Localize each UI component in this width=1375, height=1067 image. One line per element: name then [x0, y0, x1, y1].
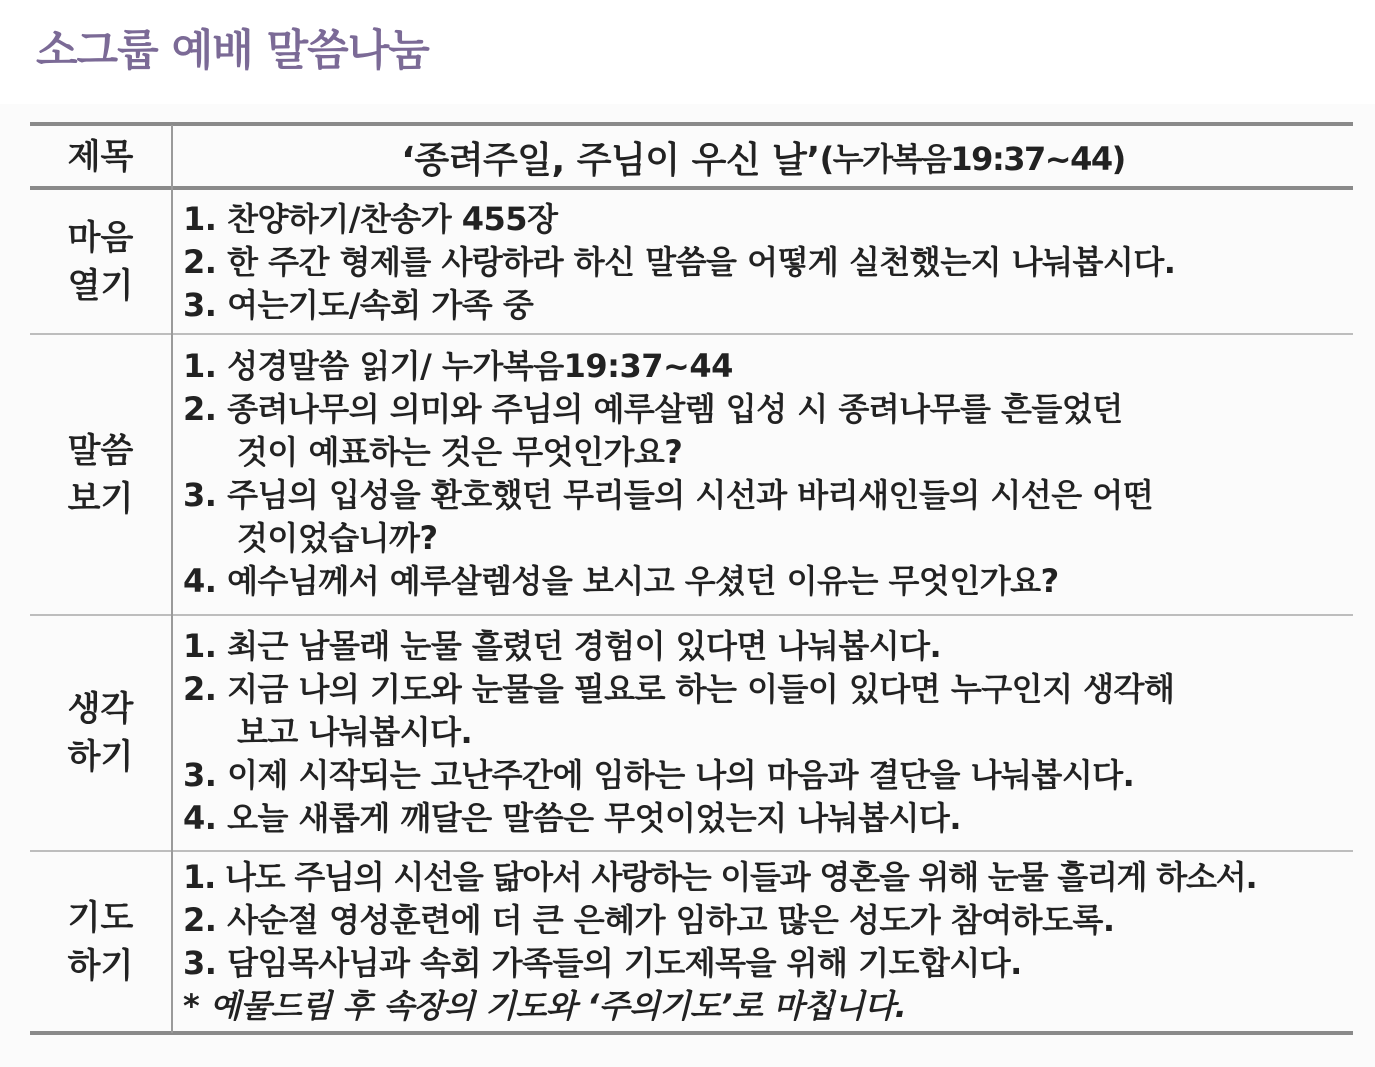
list-item: 2. 한 주간 형제를 사랑하라 하신 말씀을 어떻게 실천했는지 나눠봅시다. — [183, 243, 1176, 281]
list-item: 3. 담임목사님과 속회 가족들의 기도제목을 위해 기도합시다. — [183, 944, 1022, 982]
section-items-open-heart — [183, 198, 1175, 327]
list-item: 4. 오늘 새롭게 깨달은 말씀은 무엇이었는지 나눠봅시다. — [183, 799, 961, 837]
list-item: 2. 사순절 영성훈련에 더 큰 은혜가 임하고 많은 성도가 참여하도록. — [183, 901, 1115, 939]
list-item: 3. 여는기도/속회 가족 중 — [183, 286, 534, 324]
page-heading: 소그룹 예배 말씀나눔 — [36, 26, 429, 76]
list-item: 1. 나도 주님의 시선을 닮아서 사랑하는 이들과 영혼을 위해 눈물 흘리게 하소서. — [183, 858, 1257, 896]
sermon-scripture-reference: (누가복음19:37~44) — [819, 140, 1125, 178]
section-items-reflect — [183, 625, 1174, 840]
list-item: 1. 최근 남몰래 눈물 흘렸던 경험이 있다면 나눠봅시다. — [183, 627, 942, 665]
section-label-open-heart — [30, 190, 171, 333]
closing-note: * 예물드림 후 속장의 기도와 ‘주의기도’로 마칩니다. — [183, 987, 907, 1025]
section-label-pray — [30, 852, 171, 1031]
section-label: 말씀 보기 — [67, 430, 134, 519]
sermon-title-main: ‘종려주일, 주님이 우신 날’ — [401, 139, 820, 181]
list-item: 1. 성경말씀 읽기/ 누가복음19:37~44 — [183, 347, 733, 385]
section-label: 생각 하기 — [67, 689, 134, 777]
list-item: 2. 지금 나의 기도와 눈물을 필요로 하는 이들이 있다면 누구인지 생각해 — [183, 670, 1175, 708]
row-divider — [30, 614, 1353, 616]
list-item-continuation: 것이었습니까? — [237, 519, 438, 557]
section-label: 기도 하기 — [67, 897, 134, 986]
list-item: 4. 예수님께서 예루살렘성을 보시고 우셨던 이유는 무엇인가요? — [183, 562, 1059, 600]
label-column-divider — [171, 125, 173, 1033]
list-item: 2. 종려나무의 의미와 주님의 예루살렘 입성 시 종려나무를 흔들었던 — [183, 390, 1123, 428]
table-bottom-rule — [30, 1031, 1353, 1035]
row-divider — [30, 850, 1353, 852]
list-item-continuation: 것이 예표하는 것은 무엇인가요? — [237, 433, 683, 471]
row-divider — [30, 333, 1353, 335]
list-item: 1. 찬양하기/찬송가 455장 — [183, 200, 558, 238]
title-label: 제목 — [67, 137, 134, 177]
sermon-title — [173, 128, 1353, 186]
table-top-rule — [30, 122, 1353, 126]
section-label: 마음 열기 — [67, 217, 134, 306]
section-label-reflect — [30, 616, 171, 850]
list-item: 3. 이제 시작되는 고난주간에 임하는 나의 마음과 결단을 나눠봅시다. — [183, 756, 1135, 794]
title-label-cell — [30, 128, 171, 186]
section-label-read-word — [30, 335, 171, 614]
title-row-bottom-rule — [30, 186, 1353, 190]
list-item-continuation: 보고 나눠봅시다. — [237, 713, 473, 751]
section-items-pray — [183, 856, 1256, 1028]
section-items-read-word — [183, 345, 1153, 603]
list-item: 3. 주님의 입성을 환호했던 무리들의 시선과 바리새인들의 시선은 어떤 — [183, 476, 1154, 514]
